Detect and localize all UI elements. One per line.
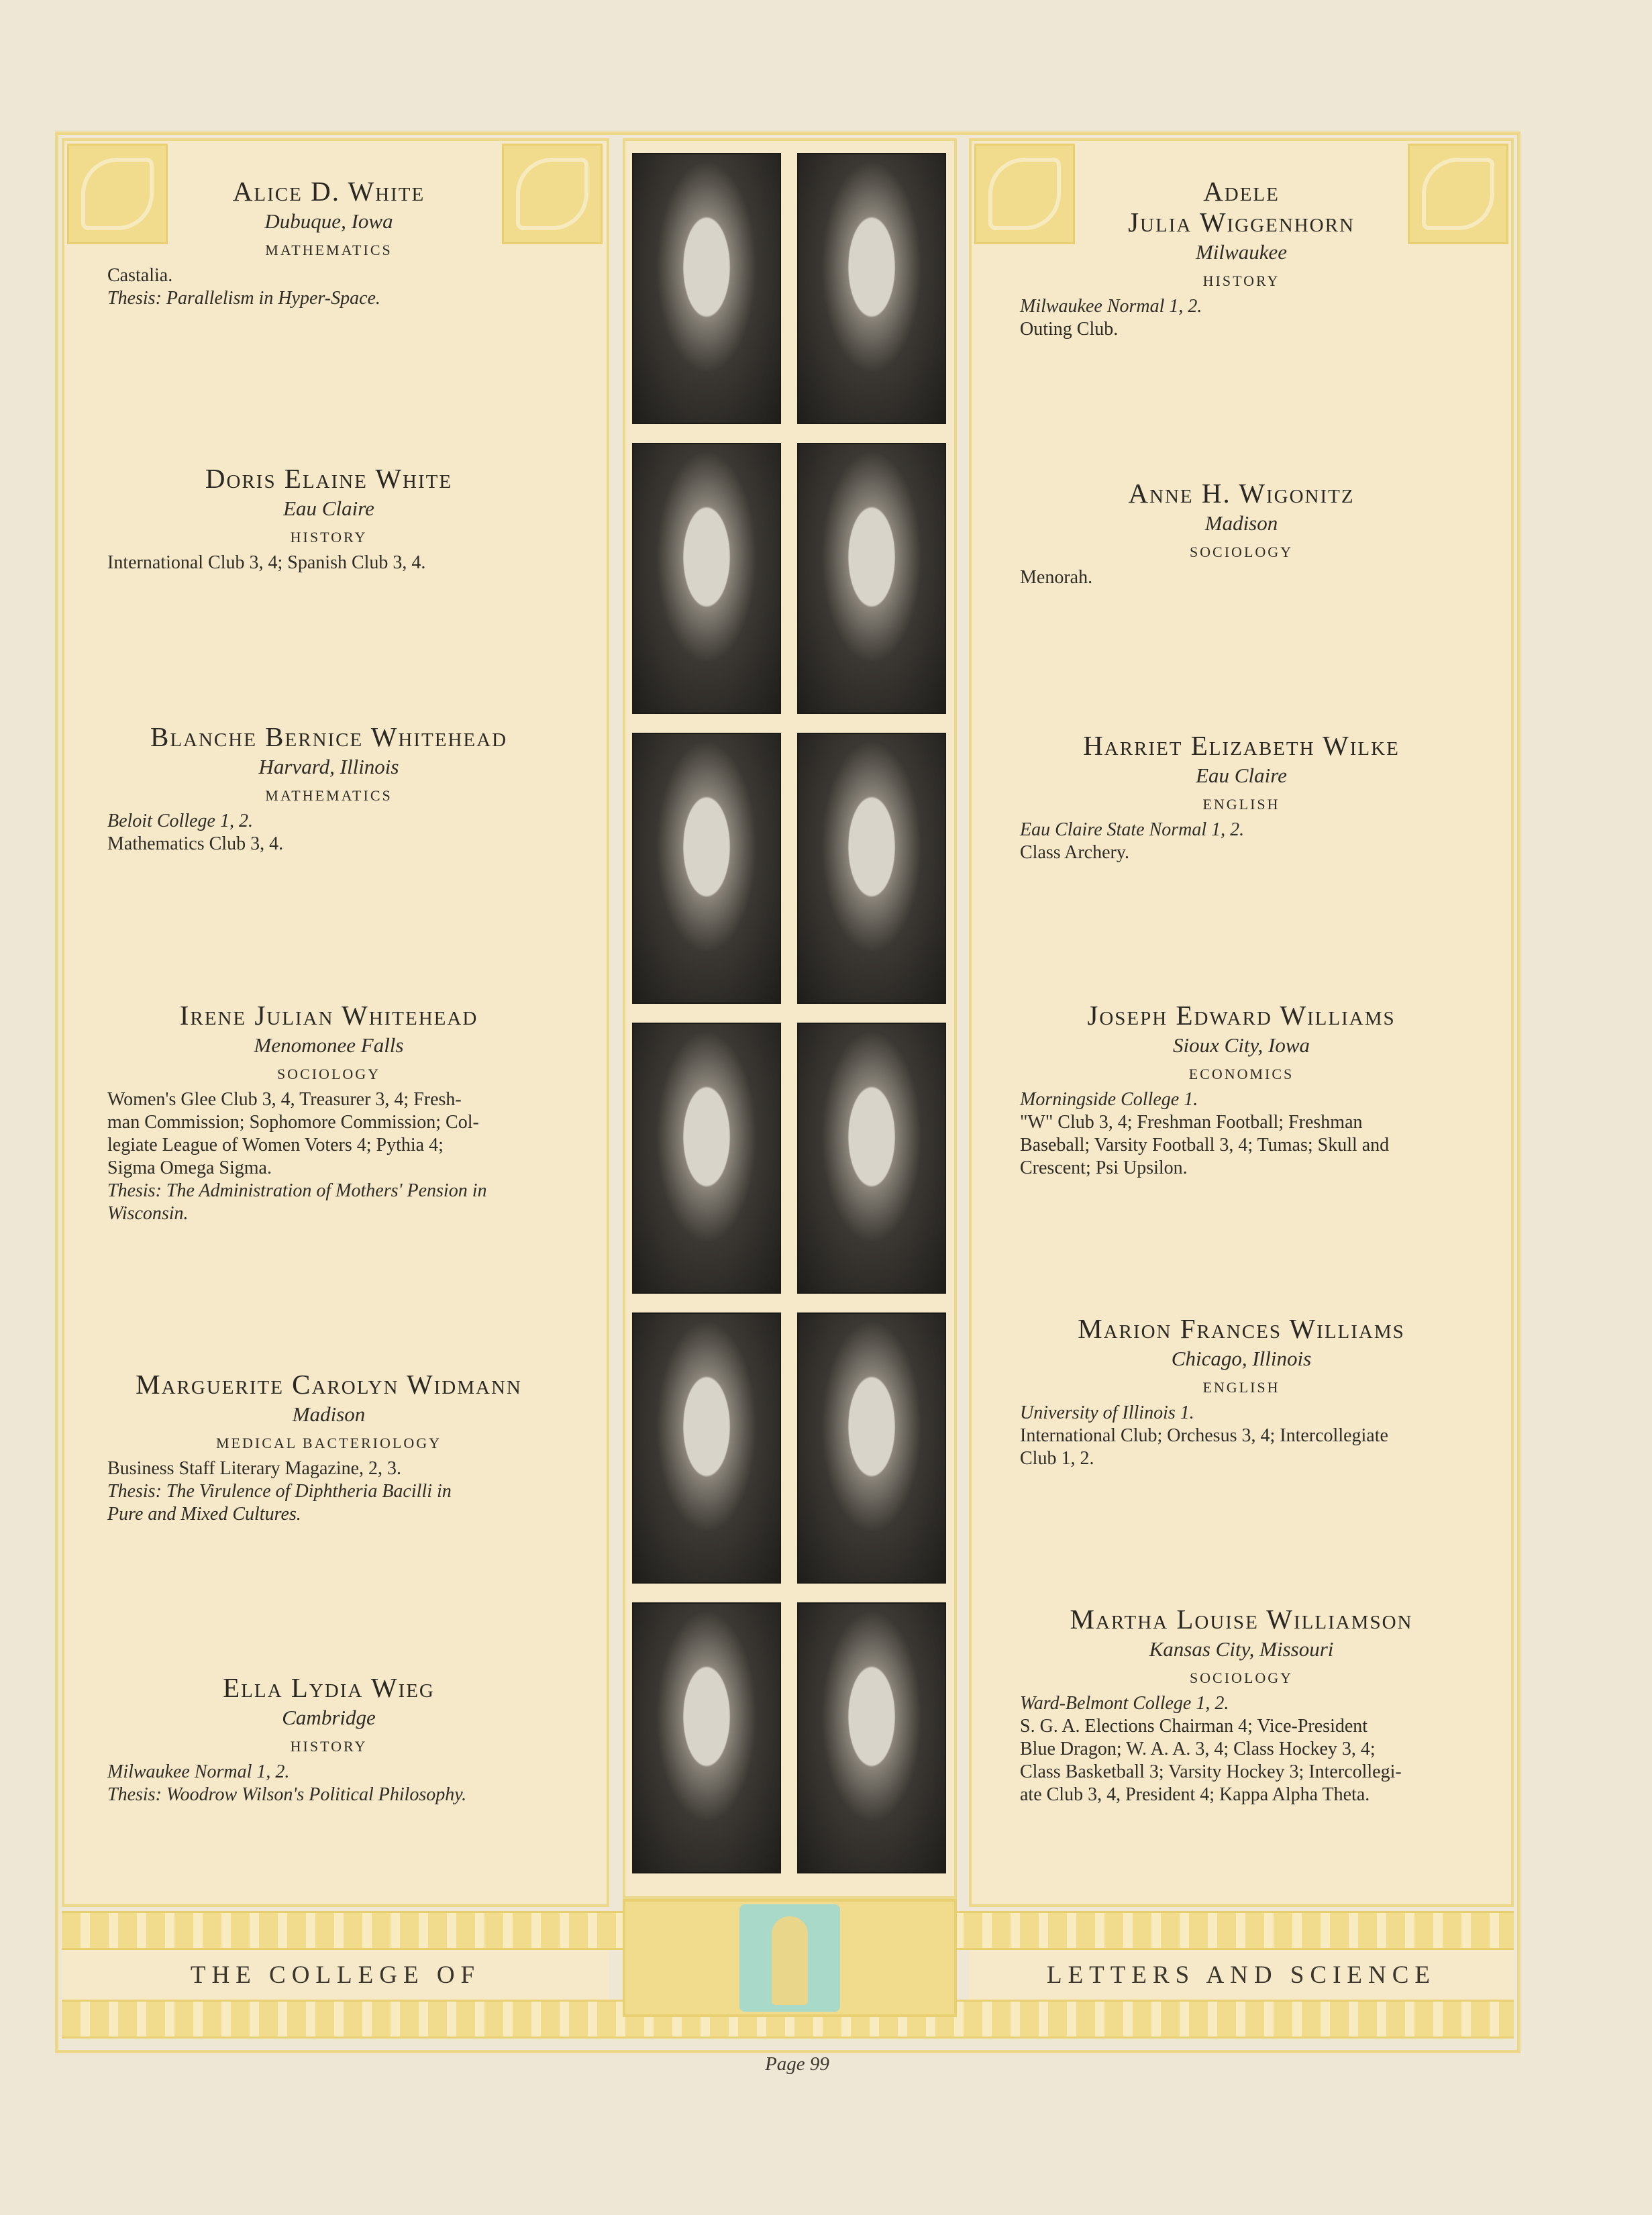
- statue-emblem-icon: [623, 1899, 957, 2017]
- activity-line: Business Staff Literary Magazine, 2, 3.: [107, 1458, 402, 1479]
- student-name: Alice D. White: [232, 176, 425, 207]
- student-major: HISTORY: [290, 1738, 368, 1755]
- activity-line: Class Basketball 3; Varsity Hockey 3; Intercollegi-: [1020, 1761, 1402, 1782]
- footer-college-label: LETTERS AND SCIENCE: [969, 1950, 1514, 2000]
- activity-line: Club 1, 2.: [1020, 1448, 1094, 1469]
- activity-line: Crescent; Psi Upsilon.: [1020, 1157, 1188, 1178]
- thesis-line: Thesis: The Administration of Mothers' Pension in: [107, 1180, 487, 1201]
- portrait-photo: [632, 1312, 781, 1584]
- student-hometown: Menomonee Falls: [254, 1033, 404, 1057]
- student-hometown: Kansas City, Missouri: [1149, 1637, 1334, 1661]
- student-name: Julia Wiggenhorn: [1128, 207, 1355, 238]
- activity-line: International Club 3, 4; Spanish Club 3, 4.: [107, 552, 426, 573]
- student-entry: [107, 463, 550, 574]
- student-entry: [107, 1672, 550, 1806]
- student-entry: [107, 1369, 550, 1526]
- portrait-photo: [632, 153, 781, 424]
- student-major: SOCIOLOGY: [276, 1066, 381, 1082]
- student-hometown: Eau Claire: [1196, 764, 1287, 787]
- activity-line: Women's Glee Club 3, 4, Treasurer 3, 4; Fresh-: [107, 1089, 462, 1110]
- student-name: Martha Louise Williamson: [1070, 1604, 1413, 1635]
- student-major: MATHEMATICS: [265, 242, 393, 258]
- student-hometown: Cambridge: [282, 1706, 376, 1729]
- student-entry: [107, 1000, 550, 1225]
- student-major: SOCIOLOGY: [1189, 544, 1294, 560]
- student-hometown: Madison: [292, 1402, 366, 1426]
- activity-line: Mathematics Club 3, 4.: [107, 833, 284, 854]
- activity-line: Baseball; Varsity Football 3, 4; Tumas; Skull and: [1020, 1135, 1390, 1155]
- activity-line: man Commission; Sophomore Commission; Col-: [107, 1112, 479, 1133]
- portrait-photo: [797, 1602, 946, 1873]
- student-name: Irene Julian Whitehead: [179, 1000, 478, 1031]
- footer-college-label: THE COLLEGE OF: [62, 1950, 609, 2000]
- thesis-line: Pure and Mixed Cultures.: [107, 1504, 301, 1525]
- portrait-photo: [632, 733, 781, 1004]
- portrait-photo: [632, 1023, 781, 1294]
- student-major: MEDICAL BACTERIOLOGY: [216, 1435, 442, 1451]
- student-name: Adele: [1203, 176, 1280, 207]
- prior-school-line: Morningside College 1.: [1020, 1089, 1198, 1110]
- student-major: ENGLISH: [1202, 796, 1280, 813]
- student-entry: [1020, 1604, 1463, 1806]
- student-major: HISTORY: [1202, 272, 1280, 289]
- statue-figure-icon: [772, 1916, 808, 2005]
- student-name: Marion Frances Williams: [1078, 1313, 1405, 1344]
- prior-school-line: Milwaukee Normal 1, 2.: [1020, 296, 1202, 317]
- student-hometown: Madison: [1204, 511, 1278, 535]
- student-hometown: Eau Claire: [283, 497, 374, 520]
- student-entry: [107, 721, 550, 856]
- student-entry: [107, 176, 550, 310]
- portrait-photo: [797, 733, 946, 1004]
- emblem-background: [739, 1904, 840, 2012]
- page-number: Page 99: [765, 2053, 829, 2075]
- student-name: Joseph Edward Williams: [1087, 1000, 1396, 1031]
- activity-line: Sigma Omega Sigma.: [107, 1157, 272, 1178]
- portrait-column: [623, 138, 957, 1899]
- student-name: Ella Lydia Wieg: [223, 1672, 435, 1703]
- student-major: ECONOMICS: [1188, 1066, 1294, 1082]
- activity-line: Menorah.: [1020, 567, 1093, 588]
- portrait-photo: [797, 153, 946, 424]
- prior-school-line: Eau Claire State Normal 1, 2.: [1020, 819, 1245, 840]
- prior-school-line: Beloit College 1, 2.: [107, 811, 253, 831]
- student-hometown: Dubuque, Iowa: [264, 209, 393, 233]
- activity-line: Class Archery.: [1020, 842, 1130, 863]
- activity-line: ate Club 3, 4, President 4; Kappa Alpha Theta.: [1020, 1784, 1370, 1805]
- student-name: Blanche Bernice Whitehead: [150, 721, 508, 752]
- student-entry: [1020, 176, 1463, 341]
- prior-school-line: University of Illinois 1.: [1020, 1402, 1194, 1423]
- student-major: ENGLISH: [1202, 1379, 1280, 1396]
- prior-school-line: Milwaukee Normal 1, 2.: [107, 1761, 290, 1782]
- student-entry: [1020, 1313, 1463, 1470]
- portrait-photo: [797, 443, 946, 714]
- portrait-photo: [632, 443, 781, 714]
- portrait-photo: [632, 1602, 781, 1873]
- activity-line: S. G. A. Elections Chairman 4; Vice-President: [1020, 1716, 1368, 1737]
- activity-line: legiate League of Women Voters 4; Pythia 4;: [107, 1135, 444, 1155]
- student-entry: [1020, 1000, 1463, 1180]
- student-name: Anne H. Wigonitz: [1128, 478, 1355, 509]
- student-name: Doris Elaine White: [205, 463, 453, 494]
- thesis-line: Thesis: Parallelism in Hyper-Space.: [107, 288, 380, 309]
- prior-school-line: Ward-Belmont College 1, 2.: [1020, 1693, 1229, 1714]
- activity-line: Blue Dragon; W. A. A. 3, 4; Class Hockey 3, 4;: [1020, 1739, 1376, 1759]
- student-major: HISTORY: [290, 529, 368, 546]
- portrait-photo: [797, 1023, 946, 1294]
- activity-line: "W" Club 3, 4; Freshman Football; Freshman: [1020, 1112, 1363, 1133]
- student-hometown: Sioux City, Iowa: [1172, 1033, 1310, 1057]
- thesis-line: Thesis: Woodrow Wilson's Political Philosophy.: [107, 1784, 467, 1805]
- student-name: Marguerite Carolyn Widmann: [136, 1369, 522, 1400]
- student-hometown: Chicago, Illinois: [1171, 1347, 1312, 1370]
- thesis-line: Wisconsin.: [107, 1203, 189, 1224]
- student-entry: [1020, 730, 1463, 864]
- student-major: SOCIOLOGY: [1189, 1669, 1294, 1686]
- student-hometown: Milwaukee: [1195, 240, 1287, 264]
- activity-line: International Club; Orchesus 3, 4; Intercollegiate: [1020, 1425, 1388, 1446]
- activity-line: Castalia.: [107, 265, 173, 286]
- student-name: Harriet Elizabeth Wilke: [1083, 730, 1400, 761]
- student-entry: [1020, 478, 1463, 589]
- student-major: MATHEMATICS: [265, 787, 393, 804]
- activity-line: Outing Club.: [1020, 319, 1119, 340]
- thesis-line: Thesis: The Virulence of Diphtheria Bacilli in: [107, 1481, 452, 1502]
- portrait-photo: [797, 1312, 946, 1584]
- student-hometown: Harvard, Illinois: [258, 755, 399, 778]
